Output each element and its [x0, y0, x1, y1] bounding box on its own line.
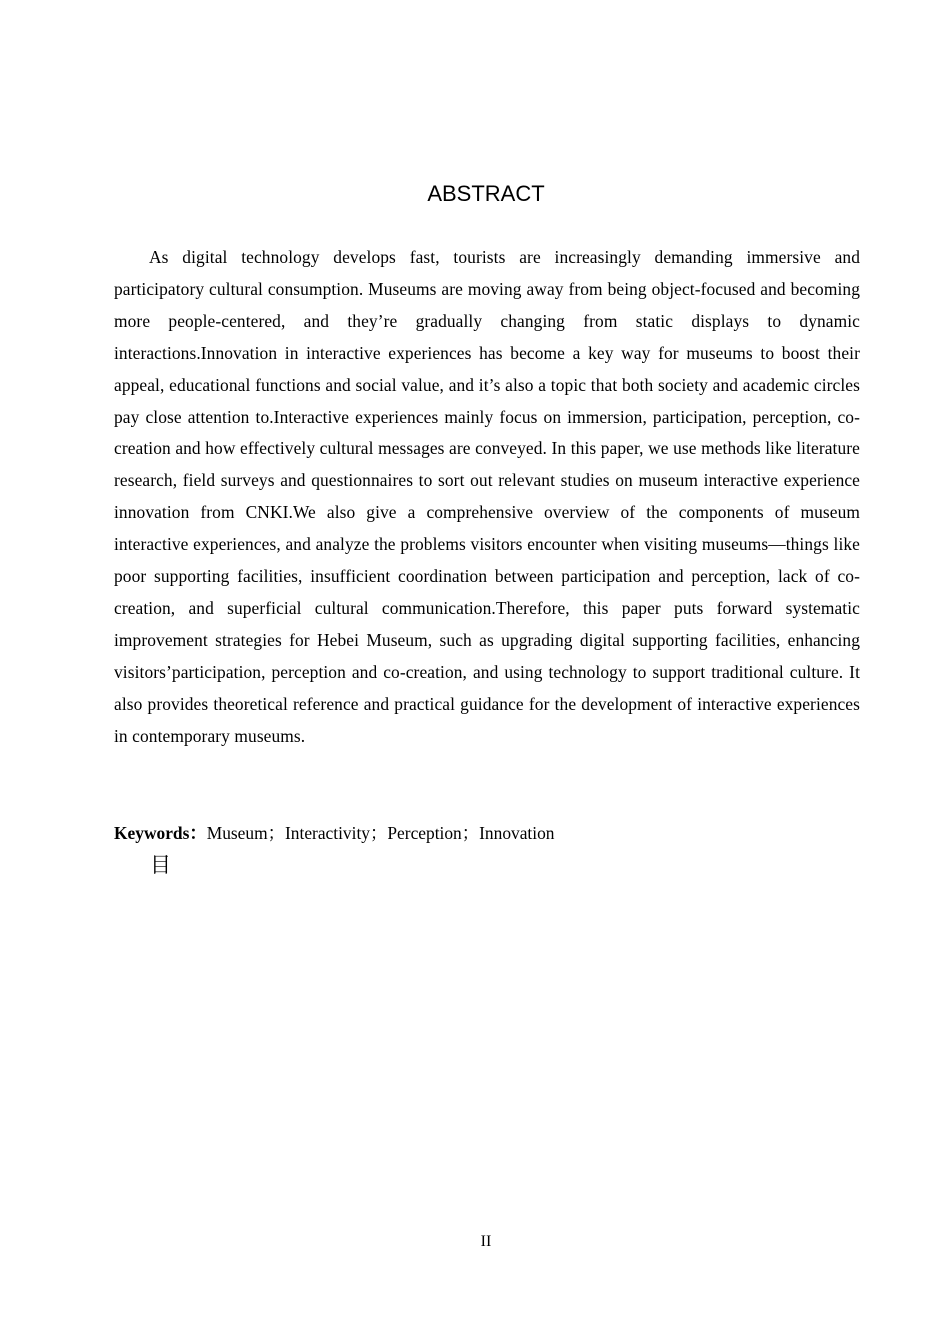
abstract-body: As digital technology develops fast, tourists are increasingly demanding immersive and participatory cultural consumption. Museums are moving away from being object-focused and becoming more people-centered, and they’re gradually changing from static displays to dynamic interactions.Innovation in interactive experiences has become a key way for museums to boost their appeal, educational functions and social value, and it’s also a topic that both society and academic circles pay close attention to.Interactive experiences mainly focus on immersion, participation, perception, co-creation and how effectively cultural messages are conveyed. In this paper, we use methods like literature research, field surveys and questionnaires to sort out relevant studies on museum interactive experience innovation from CNKI.We also give a comprehensive overview of the components of museum interactive experiences, and analyze the problems visitors encounter when visiting museums—things like poor supporting facilities, insufficient coordination between participation and perception, lack of co-creation, and superficial cultural communication.Therefore, this paper puts forward systematic improvement strategies for Hebei Museum, such as upgrading digital supporting facilities, enhancing visitors’participation, perception and co-creation, and using technology to support traditional culture. It also provides theoretical reference and practical guidance for the development of interactive experiences in contemporary museums.: [114, 247, 860, 746]
keywords-text: Museum；Interactivity；Perception；Innovation: [206, 823, 555, 843]
abstract-title: ABSTRACT: [427, 181, 545, 206]
page-number: II: [480, 1233, 492, 1250]
keywords-line: [114, 818, 860, 848]
keywords-label: Keywords：: [114, 823, 207, 843]
toc-heading-fragment: 目: [150, 853, 171, 877]
